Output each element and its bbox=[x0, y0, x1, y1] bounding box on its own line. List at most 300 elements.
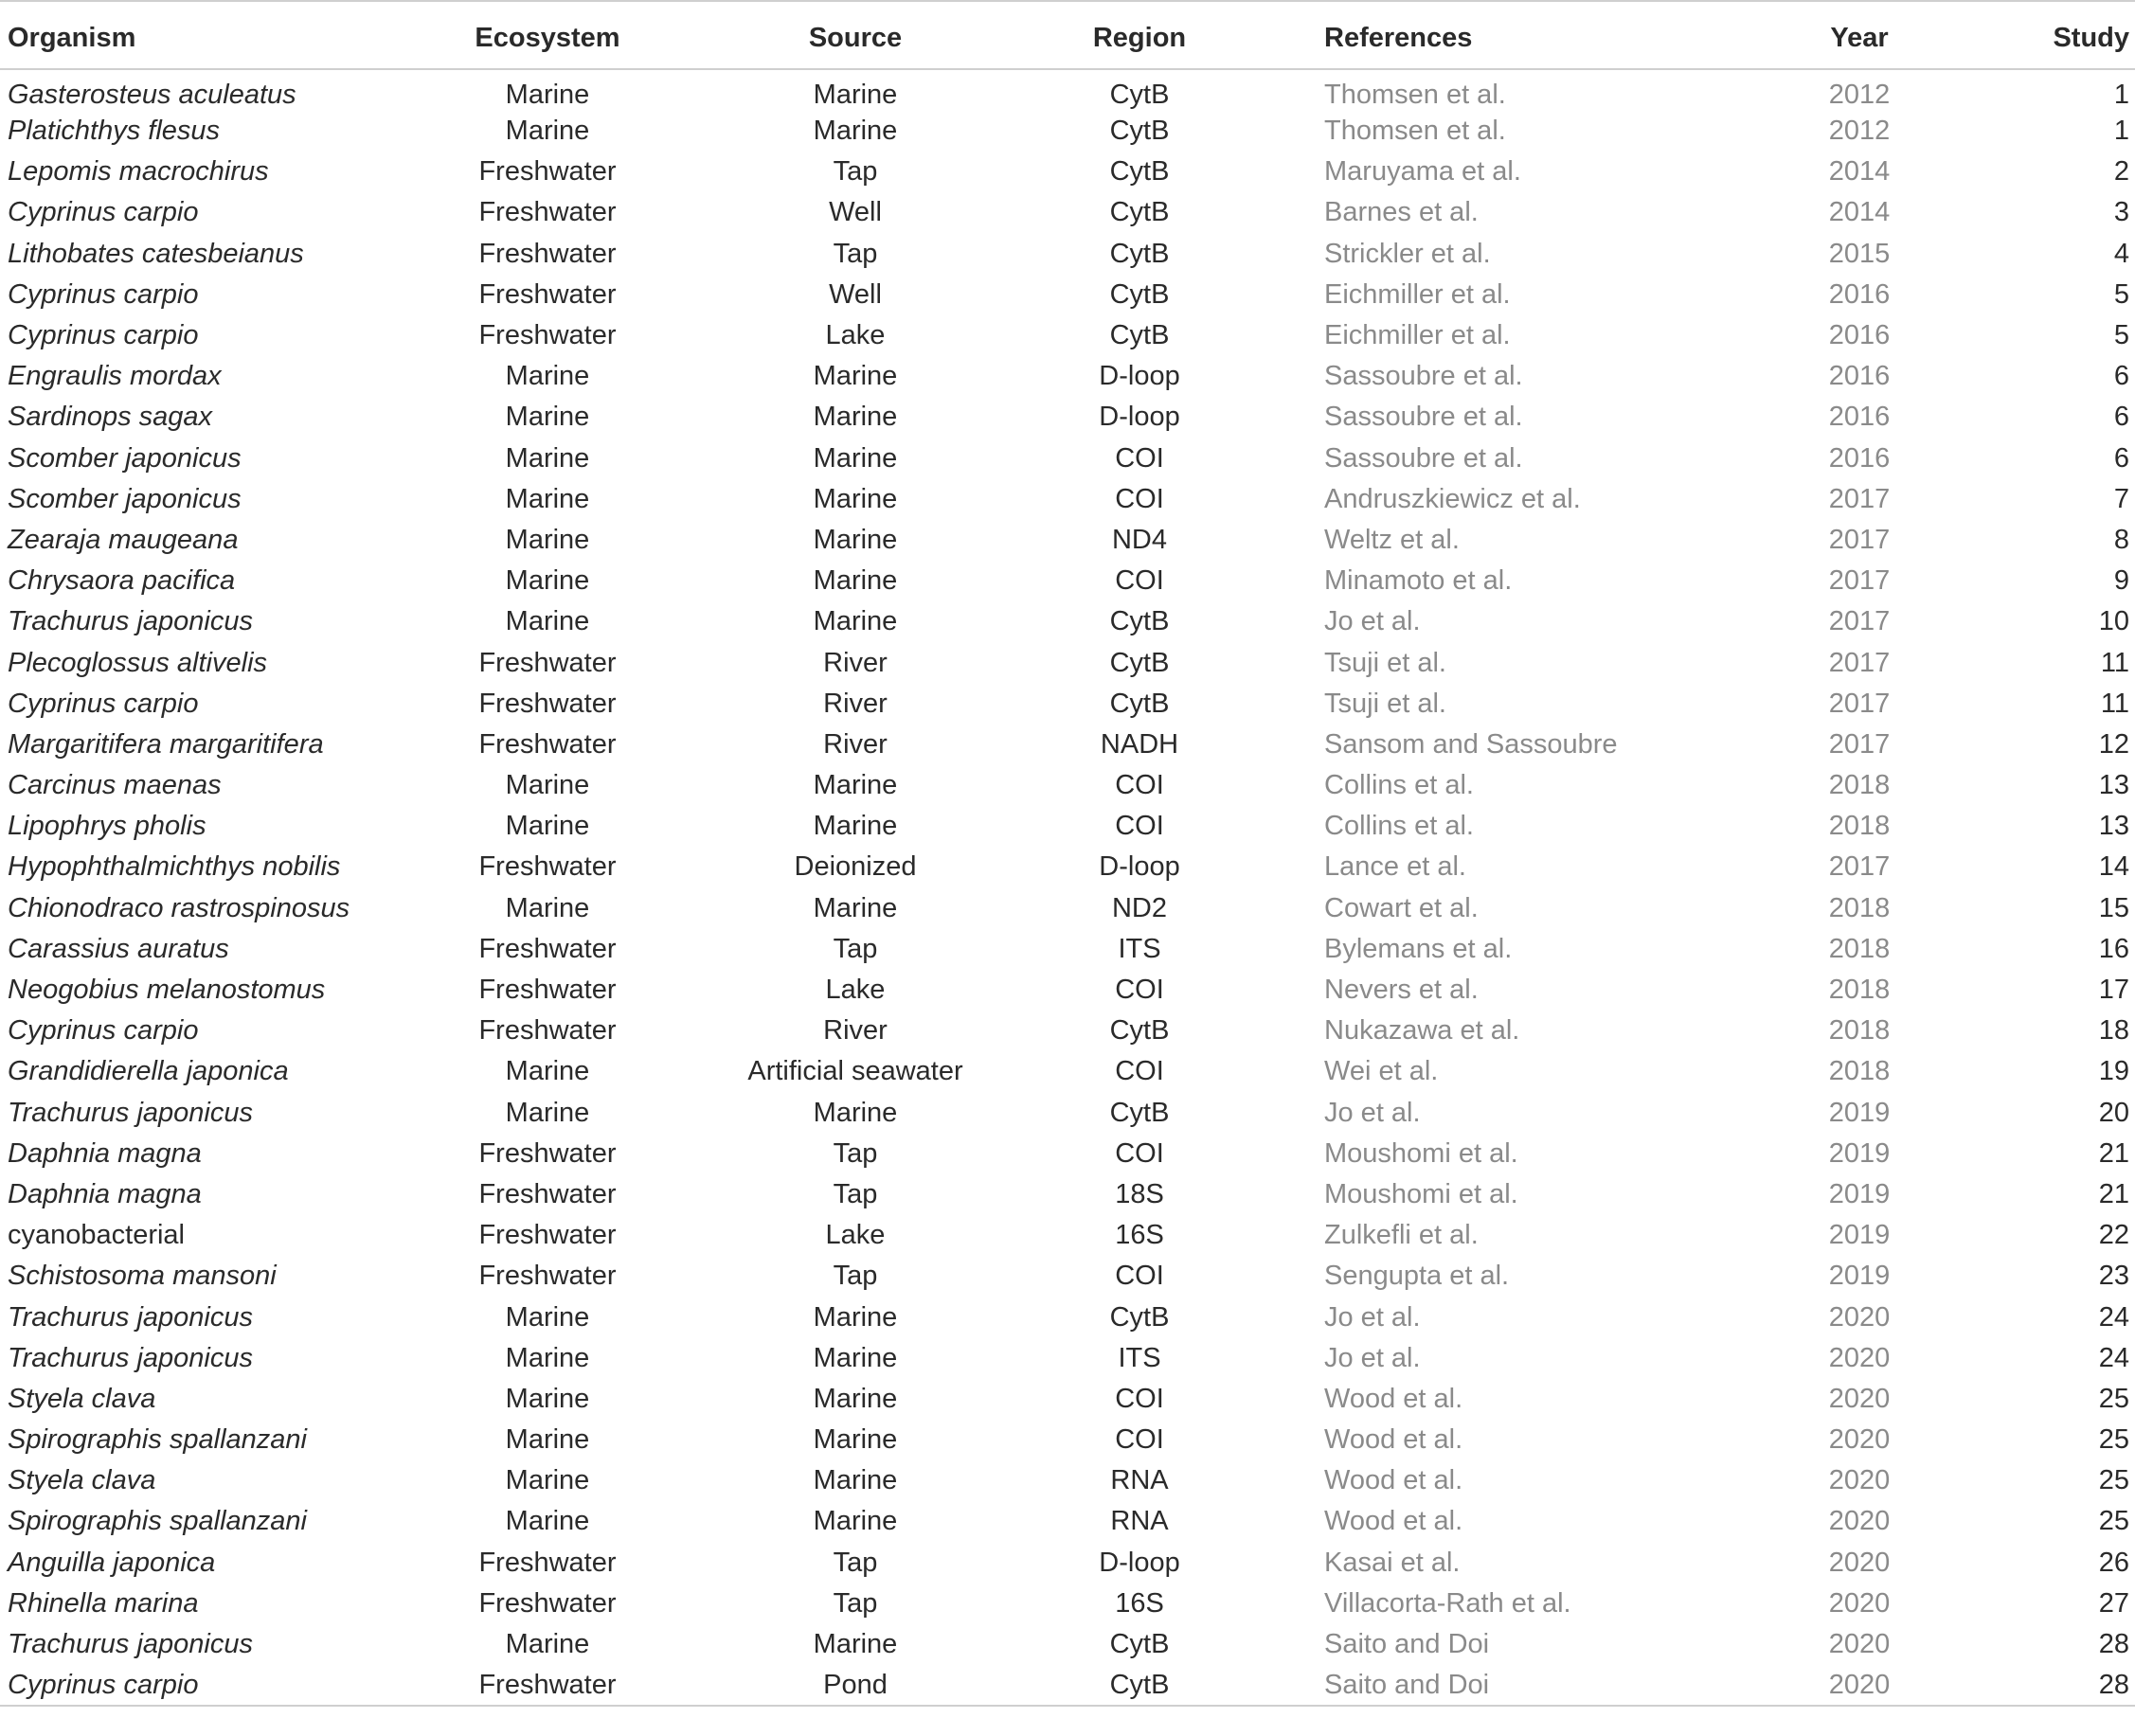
cell-year: 2014 bbox=[1828, 197, 1891, 228]
cell-study: 17 bbox=[2098, 975, 2129, 1006]
cell-year: 2017 bbox=[1828, 728, 1891, 760]
cell-region: CytB bbox=[1109, 80, 1170, 110]
cell-study: 1 bbox=[2113, 80, 2129, 110]
cell-study: 13 bbox=[2098, 770, 2129, 801]
cell-study: 11 bbox=[2100, 647, 2129, 678]
cell-references: Sassoubre et al. bbox=[1324, 361, 1523, 392]
cell-references: Eichmiller et al. bbox=[1324, 278, 1511, 310]
cell-ecosystem: Freshwater bbox=[478, 688, 617, 719]
cell-references: Cowart et al. bbox=[1324, 892, 1479, 923]
cell-source: Marine bbox=[813, 1465, 898, 1496]
cell-region: CytB bbox=[1109, 688, 1170, 719]
table-row bbox=[0, 1338, 2135, 1379]
cell-ecosystem: Marine bbox=[505, 565, 590, 597]
cell-ecosystem: Freshwater bbox=[453, 1665, 642, 1706]
cell-year: 2019 bbox=[1828, 1220, 1891, 1251]
table-row bbox=[0, 1297, 2135, 1337]
cell-ecosystem: Marine bbox=[505, 483, 590, 514]
cell-year: 2020 bbox=[1828, 1465, 1891, 1496]
table-row bbox=[0, 1665, 2135, 1706]
cell-source: Marine bbox=[813, 483, 898, 514]
cell-study: 21 bbox=[2098, 1178, 2129, 1209]
cell-organism: Cyprinus carpio bbox=[8, 278, 199, 310]
table-row bbox=[0, 1093, 2135, 1134]
cell-source: Pond bbox=[642, 1665, 1068, 1706]
cell-year: 2018 bbox=[1828, 1015, 1891, 1047]
table-row bbox=[0, 479, 2135, 520]
cell-organism: Carassius auratus bbox=[8, 933, 229, 964]
table-row bbox=[0, 561, 2135, 601]
cell-references: Sassoubre et al. bbox=[1324, 402, 1523, 433]
table-row bbox=[0, 642, 2135, 683]
cell-ecosystem: Freshwater bbox=[478, 851, 617, 883]
cell-ecosystem: Marine bbox=[505, 1629, 590, 1660]
cell-study: 24 bbox=[2098, 1301, 2129, 1333]
cell-ecosystem: Marine bbox=[505, 1056, 590, 1087]
cell-references: Moushomi et al. bbox=[1324, 1178, 1518, 1209]
cell-region: D-loop bbox=[1099, 851, 1180, 883]
cell-region: COI bbox=[1115, 1261, 1164, 1292]
cell-references: Kasai et al. bbox=[1324, 1547, 1461, 1578]
cell-organism: Cyprinus carpio bbox=[8, 320, 199, 351]
cell-references: Jo et al. bbox=[1324, 1301, 1421, 1333]
cell-references: Tsuji et al. bbox=[1324, 688, 1446, 719]
cell-source: Marine bbox=[813, 1097, 898, 1128]
cell-organism: Spirographis spallanzani bbox=[8, 1506, 307, 1537]
cell-ecosystem: Freshwater bbox=[478, 156, 617, 188]
cell-region: COI bbox=[1115, 565, 1164, 597]
cell-study: 14 bbox=[2098, 851, 2129, 883]
cell-source: Marine bbox=[813, 1506, 898, 1537]
cell-source: Marine bbox=[813, 1301, 898, 1333]
cell-year: 2019 bbox=[1828, 1097, 1891, 1128]
cell-region: CytB bbox=[1109, 1629, 1170, 1660]
cell-year: 2016 bbox=[1828, 320, 1891, 351]
cell-region: COI bbox=[1115, 1383, 1164, 1414]
table-row bbox=[0, 1174, 2135, 1215]
cell-region: ITS bbox=[1118, 1342, 1161, 1373]
cell-year: 2017 bbox=[1828, 483, 1891, 514]
header-ecosystem: Ecosystem bbox=[453, 1, 642, 69]
cell-study: 6 bbox=[2113, 442, 2129, 474]
cell-organism: Scomber japonicus bbox=[8, 483, 242, 514]
table-row bbox=[0, 1624, 2135, 1665]
cell-ecosystem: Freshwater bbox=[478, 1261, 617, 1292]
cell-references: Wood et al. bbox=[1324, 1465, 1463, 1496]
cell-study: 21 bbox=[2098, 1137, 2129, 1169]
cell-study: 1 bbox=[2113, 116, 2129, 147]
cell-ecosystem: Freshwater bbox=[478, 647, 617, 678]
cell-organism: Trachurus japonicus bbox=[8, 1629, 253, 1660]
cell-ecosystem: Freshwater bbox=[478, 197, 617, 228]
cell-source: Marine bbox=[813, 1342, 898, 1373]
cell-study: 6 bbox=[2113, 361, 2129, 392]
cell-ecosystem: Marine bbox=[505, 770, 590, 801]
cell-region: COI bbox=[1115, 811, 1164, 842]
table-row bbox=[0, 601, 2135, 642]
table-row bbox=[0, 315, 2135, 356]
cell-ecosystem: Freshwater bbox=[478, 238, 617, 269]
cell-source: River bbox=[823, 728, 888, 760]
cell-source: Lake bbox=[825, 320, 886, 351]
table-row bbox=[0, 356, 2135, 397]
cell-ecosystem: Freshwater bbox=[478, 1137, 617, 1169]
table-row bbox=[0, 1011, 2135, 1051]
cell-ecosystem: Marine bbox=[505, 811, 590, 842]
cell-study: 28 bbox=[1940, 1665, 2135, 1706]
header-row bbox=[0, 1, 2135, 69]
cell-year: 2017 bbox=[1828, 688, 1891, 719]
cell-study: 15 bbox=[2098, 892, 2129, 923]
cell-organism: Cyprinus carpio bbox=[0, 1665, 453, 1706]
cell-references: Nevers et al. bbox=[1324, 975, 1479, 1006]
cell-region: CytB bbox=[1109, 1015, 1170, 1047]
cell-ecosystem: Marine bbox=[505, 442, 590, 474]
cell-source: Marine bbox=[813, 892, 898, 923]
cell-study: 6 bbox=[2113, 402, 2129, 433]
cell-year: 2018 bbox=[1828, 892, 1891, 923]
table-row bbox=[0, 275, 2135, 315]
cell-year: 2019 bbox=[1828, 1178, 1891, 1209]
cell-source: River bbox=[823, 647, 888, 678]
cell-region: CytB bbox=[1109, 238, 1170, 269]
cell-references: Wood et al. bbox=[1324, 1506, 1463, 1537]
cell-references: Thomsen et al. bbox=[1324, 80, 1506, 110]
cell-year: 2017 bbox=[1828, 524, 1891, 555]
cell-region: RNA bbox=[1110, 1506, 1169, 1537]
cell-references: Collins et al. bbox=[1324, 811, 1474, 842]
cell-ecosystem: Marine bbox=[505, 1342, 590, 1373]
cell-source: Marine bbox=[813, 606, 898, 637]
cell-organism: Engraulis mordax bbox=[8, 361, 222, 392]
cell-organism: Schistosoma mansoni bbox=[8, 1261, 277, 1292]
cell-references: Sansom and Sassoubre bbox=[1324, 728, 1618, 760]
cell-region: CytB bbox=[1109, 320, 1170, 351]
cell-region: COI bbox=[1115, 1056, 1164, 1087]
cell-year: 2016 bbox=[1828, 442, 1891, 474]
cell-source: Marine bbox=[813, 811, 898, 842]
cell-organism: Scomber japonicus bbox=[8, 442, 242, 474]
cell-references: Lance et al. bbox=[1324, 851, 1466, 883]
cell-study: 18 bbox=[2098, 1015, 2129, 1047]
cell-organism: Zearaja maugeana bbox=[8, 524, 239, 555]
cell-references: Bylemans et al. bbox=[1324, 933, 1513, 964]
cell-study: 10 bbox=[2098, 606, 2129, 637]
cell-year: 2020 bbox=[1828, 1629, 1891, 1660]
cell-year: 2018 bbox=[1828, 770, 1891, 801]
cell-references: Sengupta et al. bbox=[1324, 1261, 1510, 1292]
cell-year: 2020 bbox=[1828, 1342, 1891, 1373]
cell-organism: Anguilla japonica bbox=[8, 1547, 216, 1578]
cell-source: Marine bbox=[813, 565, 898, 597]
table-row bbox=[0, 1460, 2135, 1501]
cell-organism: Spirographis spallanzani bbox=[8, 1424, 307, 1456]
cell-references: Saito and Doi bbox=[1324, 1629, 1490, 1660]
cell-references: Nukazawa et al. bbox=[1324, 1015, 1520, 1047]
cell-region: CytB bbox=[1109, 197, 1170, 228]
cell-ecosystem: Freshwater bbox=[478, 975, 617, 1006]
cell-region: COI bbox=[1115, 483, 1164, 514]
cell-organism: Styela clava bbox=[8, 1465, 156, 1496]
table-row bbox=[0, 192, 2135, 233]
cell-year: 2014 bbox=[1828, 156, 1891, 188]
table-row bbox=[0, 69, 2135, 111]
cell-study: 20 bbox=[2098, 1097, 2129, 1128]
cell-references: Wei et al. bbox=[1324, 1056, 1439, 1087]
cell-organism: Grandidierella japonica bbox=[8, 1056, 289, 1087]
cell-source: Marine bbox=[813, 524, 898, 555]
cell-source: Well bbox=[829, 197, 882, 228]
cell-year: 2017 bbox=[1828, 606, 1891, 637]
cell-source: Tap bbox=[833, 933, 878, 964]
cell-study: 28 bbox=[2098, 1629, 2129, 1660]
cell-source: Deionized bbox=[794, 851, 917, 883]
cell-study: 25 bbox=[2098, 1383, 2129, 1414]
cell-references: Andruszkiewicz et al. bbox=[1324, 483, 1581, 514]
cell-source: River bbox=[823, 1015, 888, 1047]
cell-ecosystem: Freshwater bbox=[478, 1178, 617, 1209]
cell-references: Minamoto et al. bbox=[1324, 565, 1513, 597]
cell-source: Artificial seawater bbox=[747, 1056, 963, 1087]
cell-ecosystem: Freshwater bbox=[478, 728, 617, 760]
cell-region: CytB bbox=[1109, 1097, 1170, 1128]
cell-study: 8 bbox=[2113, 524, 2129, 555]
cell-references: Jo et al. bbox=[1324, 606, 1421, 637]
cell-year: 2020 bbox=[1828, 1301, 1891, 1333]
cell-region: CytB bbox=[1109, 606, 1170, 637]
cell-ecosystem: Marine bbox=[505, 1301, 590, 1333]
table-row bbox=[0, 1420, 2135, 1460]
cell-year: 2018 bbox=[1828, 933, 1891, 964]
header-study: Study bbox=[1940, 1, 2135, 69]
table-row bbox=[0, 397, 2135, 438]
cell-organism: Lithobates catesbeianus bbox=[8, 238, 304, 269]
table-row bbox=[0, 970, 2135, 1011]
cell-study: 22 bbox=[2098, 1220, 2129, 1251]
cell-source: Tap bbox=[833, 1587, 878, 1619]
cell-organism: Margaritifera margaritifera bbox=[8, 728, 324, 760]
table-header bbox=[0, 1, 2135, 69]
cell-references: Eichmiller et al. bbox=[1324, 320, 1511, 351]
cell-year: 2016 bbox=[1828, 361, 1891, 392]
cell-study: 4 bbox=[2113, 238, 2129, 269]
table-row bbox=[0, 1256, 2135, 1297]
cell-region: ND2 bbox=[1111, 892, 1167, 923]
cell-ecosystem: Marine bbox=[505, 1383, 590, 1414]
table-row bbox=[0, 1584, 2135, 1624]
cell-region: D-loop bbox=[1099, 361, 1180, 392]
cell-references: Weltz et al. bbox=[1324, 524, 1460, 555]
cell-region: CytB bbox=[1109, 278, 1170, 310]
cell-study: 23 bbox=[2098, 1261, 2129, 1292]
cell-region: 16S bbox=[1115, 1587, 1164, 1619]
cell-organism: Cyprinus carpio bbox=[8, 197, 199, 228]
cell-region: COI bbox=[1115, 1137, 1164, 1169]
cell-ecosystem: Marine bbox=[505, 892, 590, 923]
cell-year: 2020 bbox=[1828, 1587, 1891, 1619]
cell-region: D-loop bbox=[1099, 1547, 1180, 1578]
header-references: References bbox=[1211, 1, 1779, 69]
header-source: Source bbox=[642, 1, 1068, 69]
cell-year: 2020 bbox=[1828, 1547, 1891, 1578]
cell-source: Marine bbox=[813, 1424, 898, 1456]
cell-study: 13 bbox=[2098, 811, 2129, 842]
cell-region: D-loop bbox=[1099, 402, 1180, 433]
cell-study: 5 bbox=[2113, 320, 2129, 351]
cell-source: Marine bbox=[813, 402, 898, 433]
cell-source: Tap bbox=[833, 1137, 878, 1169]
cell-region: COI bbox=[1115, 770, 1164, 801]
cell-organism: Sardinops sagax bbox=[8, 402, 213, 433]
cell-region: RNA bbox=[1110, 1465, 1169, 1496]
cell-ecosystem: Marine bbox=[505, 1506, 590, 1537]
cell-region: COI bbox=[1115, 442, 1164, 474]
table-row bbox=[0, 1215, 2135, 1256]
table-row bbox=[0, 806, 2135, 847]
cell-study: 2 bbox=[2113, 156, 2129, 188]
cell-ecosystem: Marine bbox=[505, 402, 590, 433]
cell-organism: cyanobacterial bbox=[8, 1220, 185, 1251]
cell-region: 16S bbox=[1115, 1220, 1164, 1251]
cell-ecosystem: Marine bbox=[505, 80, 590, 110]
cell-source: Marine bbox=[813, 1383, 898, 1414]
cell-year: 2020 bbox=[1828, 1506, 1891, 1537]
cell-year: 2018 bbox=[1828, 811, 1891, 842]
cell-ecosystem: Marine bbox=[505, 606, 590, 637]
cell-organism: Chrysaora pacifica bbox=[8, 565, 236, 597]
cell-study: 27 bbox=[2098, 1587, 2129, 1619]
table-body bbox=[0, 69, 2135, 1706]
table-row bbox=[0, 1543, 2135, 1584]
table-row bbox=[0, 152, 2135, 192]
cell-source: River bbox=[823, 688, 888, 719]
cell-organism: Trachurus japonicus bbox=[8, 1342, 253, 1373]
cell-study: 5 bbox=[2113, 278, 2129, 310]
table-row bbox=[0, 1501, 2135, 1542]
cell-references: Wood et al. bbox=[1324, 1383, 1463, 1414]
cell-ecosystem: Marine bbox=[505, 1097, 590, 1128]
table-row bbox=[0, 1051, 2135, 1092]
cell-source: Tap bbox=[833, 1178, 878, 1209]
table-row bbox=[0, 888, 2135, 929]
cell-study: 12 bbox=[2098, 728, 2129, 760]
cell-study: 24 bbox=[2098, 1342, 2129, 1373]
cell-study: 25 bbox=[2098, 1506, 2129, 1537]
cell-references: Saito and Doi bbox=[1211, 1665, 1779, 1706]
table-row bbox=[0, 725, 2135, 765]
cell-year: 2019 bbox=[1828, 1137, 1891, 1169]
cell-study: 25 bbox=[2098, 1424, 2129, 1456]
header-region: Region bbox=[1068, 1, 1211, 69]
cell-organism: Daphnia magna bbox=[8, 1137, 202, 1169]
cell-references: Zulkefli et al. bbox=[1324, 1220, 1479, 1251]
cell-references: Jo et al. bbox=[1324, 1097, 1421, 1128]
cell-ecosystem: Marine bbox=[505, 1424, 590, 1456]
cell-year: 2018 bbox=[1828, 1056, 1891, 1087]
cell-region: CytB bbox=[1109, 156, 1170, 188]
cell-organism: Trachurus japonicus bbox=[8, 1301, 253, 1333]
cell-organism: Cyprinus carpio bbox=[8, 1015, 199, 1047]
cell-year: 2016 bbox=[1828, 402, 1891, 433]
cell-study: 3 bbox=[2113, 197, 2129, 228]
cell-ecosystem: Freshwater bbox=[478, 1587, 617, 1619]
cell-ecosystem: Marine bbox=[505, 116, 590, 147]
cell-year: 2015 bbox=[1828, 238, 1891, 269]
cell-ecosystem: Marine bbox=[505, 524, 590, 555]
table-row bbox=[0, 765, 2135, 806]
table-row bbox=[0, 929, 2135, 970]
cell-organism: Cyprinus carpio bbox=[8, 688, 199, 719]
cell-ecosystem: Marine bbox=[505, 1465, 590, 1496]
cell-source: Marine bbox=[813, 116, 898, 147]
cell-study: 16 bbox=[2098, 933, 2129, 964]
cell-study: 7 bbox=[2113, 483, 2129, 514]
header-year: Year bbox=[1779, 1, 1940, 69]
cell-source: Tap bbox=[833, 156, 878, 188]
cell-year: 2020 bbox=[1828, 1424, 1891, 1456]
table-row bbox=[0, 1134, 2135, 1174]
cell-organism: Platichthys flesus bbox=[8, 116, 221, 147]
cell-ecosystem: Freshwater bbox=[478, 1220, 617, 1251]
cell-year: 2012 bbox=[1828, 116, 1891, 147]
cell-organism: Neogobius melanostomus bbox=[8, 975, 326, 1006]
cell-region: COI bbox=[1115, 975, 1164, 1006]
cell-organism: Plecoglossus altivelis bbox=[8, 647, 268, 678]
cell-organism: Chionodraco rastrospinosus bbox=[8, 892, 350, 923]
cell-region: CytB bbox=[1109, 116, 1170, 147]
cell-region: ITS bbox=[1118, 933, 1161, 964]
cell-year: 2018 bbox=[1828, 975, 1891, 1006]
cell-source: Lake bbox=[825, 975, 886, 1006]
cell-year: 2017 bbox=[1828, 851, 1891, 883]
cell-references: Jo et al. bbox=[1324, 1342, 1421, 1373]
table-row bbox=[0, 520, 2135, 561]
cell-organism: Lepomis macrochirus bbox=[8, 156, 269, 188]
cell-references: Moushomi et al. bbox=[1324, 1137, 1518, 1169]
cell-references: Collins et al. bbox=[1324, 770, 1474, 801]
cell-references: Thomsen et al. bbox=[1324, 116, 1506, 147]
cell-region: COI bbox=[1115, 1424, 1164, 1456]
cell-ecosystem: Freshwater bbox=[478, 1547, 617, 1578]
cell-source: Tap bbox=[833, 1547, 878, 1578]
cell-organism: Trachurus japonicus bbox=[8, 1097, 253, 1128]
cell-ecosystem: Freshwater bbox=[478, 1015, 617, 1047]
cell-region: ND4 bbox=[1111, 524, 1167, 555]
table-row bbox=[0, 847, 2135, 887]
cell-organism: Carcinus maenas bbox=[8, 770, 222, 801]
cell-references: Wood et al. bbox=[1324, 1424, 1463, 1456]
table-row bbox=[0, 684, 2135, 725]
cell-region: 18S bbox=[1115, 1178, 1164, 1209]
cell-study: 25 bbox=[2098, 1465, 2129, 1496]
table-row bbox=[0, 111, 2135, 152]
cell-region: CytB bbox=[1109, 1301, 1170, 1333]
cell-region: NADH bbox=[1100, 728, 1179, 760]
cell-references: Sassoubre et al. bbox=[1324, 442, 1523, 474]
cell-year: 2017 bbox=[1828, 647, 1891, 678]
cell-organism: Lipophrys pholis bbox=[8, 811, 206, 842]
cell-study: 9 bbox=[2113, 565, 2129, 597]
cell-organism: Styela clava bbox=[8, 1383, 156, 1414]
cell-references: Maruyama et al. bbox=[1324, 156, 1521, 188]
cell-study: 26 bbox=[2098, 1547, 2129, 1578]
cell-year: 2017 bbox=[1828, 565, 1891, 597]
cell-source: Marine bbox=[813, 770, 898, 801]
cell-year: 2012 bbox=[1828, 80, 1891, 110]
cell-region: CytB bbox=[1068, 1665, 1211, 1706]
cell-year: 2019 bbox=[1828, 1261, 1891, 1292]
cell-organism: Trachurus japonicus bbox=[8, 606, 253, 637]
